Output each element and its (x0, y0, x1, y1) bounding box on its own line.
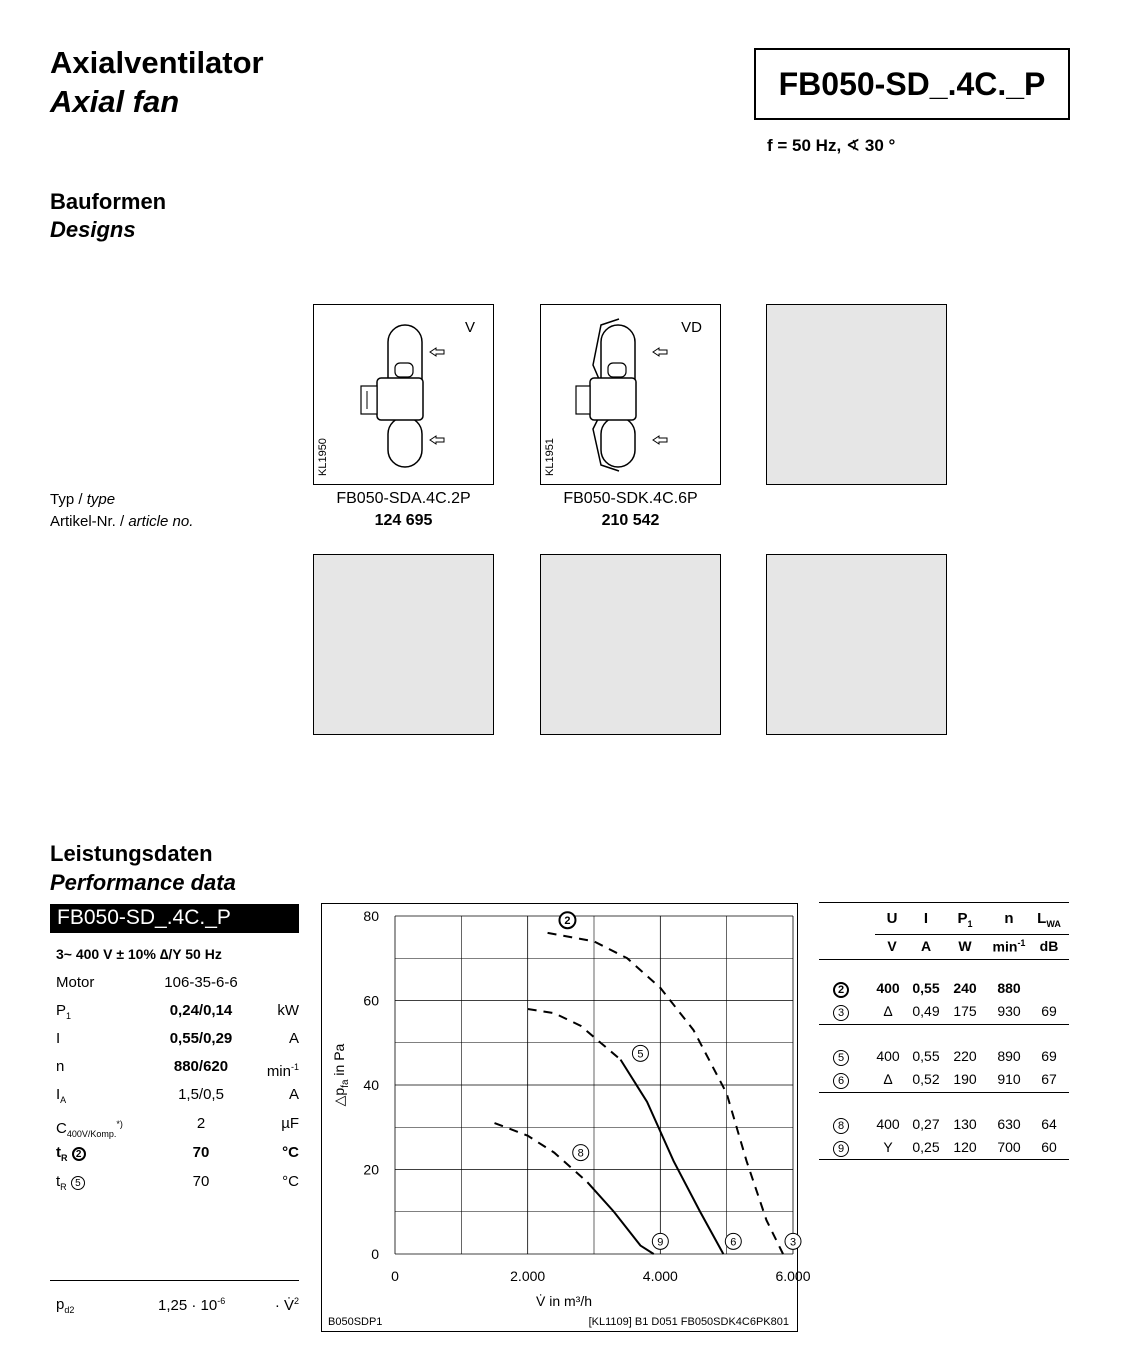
article-label (50, 513, 193, 530)
table-cell: 240 (953, 980, 977, 996)
drawing-code: KL1950 (317, 438, 329, 476)
supply-spec: 3~ 400 V ± 10% ∆/Y 50 Hz (56, 946, 222, 962)
performance-model-bar: FB050-SD_.4C._P (50, 904, 299, 933)
y-tick-label: 20 (363, 1161, 379, 1178)
table-cell: 67 (1041, 1071, 1057, 1087)
table-cell: 930 (997, 1003, 1021, 1019)
table-divider (819, 1092, 1069, 1093)
y-tick-label: 60 (363, 992, 379, 1009)
col-header-lwa: $L_{WA}$ (1037, 910, 1061, 929)
unit-a: A (920, 938, 932, 954)
operating-point-id: 9 (833, 1141, 849, 1157)
chart-svg (322, 904, 811, 1331)
table-cell: 69 (1041, 1048, 1057, 1064)
table-cell: 60 (1041, 1139, 1057, 1155)
title-german: Axialventilator (50, 45, 264, 80)
designs-heading-en: Designs (50, 217, 136, 242)
unit-min: $\min^{-1}$ (992, 938, 1026, 955)
spec-unit: °C (282, 1144, 299, 1161)
spec-key: $C_{400V/Komp.}^{*)}$ (56, 1119, 123, 1139)
table-cell: ∆ (883, 1071, 893, 1087)
spec-value: 0,24/0,14 (169, 1002, 233, 1019)
spec-row-tr2 (56, 1139, 299, 1167)
spec-value: 106-35-6-6 (164, 974, 238, 991)
spec-key: $t_R$ 5 (56, 1168, 85, 1201)
table-cell: 190 (953, 1071, 977, 1087)
article-label-en: article no. (128, 513, 194, 530)
table-cell: 120 (953, 1139, 977, 1155)
divider (50, 1280, 299, 1281)
spec-row-ia (56, 1081, 299, 1109)
table-cell: 0,49 (912, 1003, 940, 1019)
spec-value: 880/620 (173, 1058, 229, 1075)
operating-point-id: 2 (833, 982, 849, 998)
curve-label: 5 (637, 1048, 644, 1061)
unit-v: V (887, 938, 897, 954)
table-cell: 0,55 (912, 980, 940, 996)
chart-footer-right: [KL1109] B1 D051 FB050SDK4C6PK801 (588, 1316, 789, 1328)
table-cell: 64 (1041, 1116, 1057, 1132)
col-header-n: n (1004, 910, 1014, 927)
spec-key: n (56, 1058, 65, 1075)
type-name-vd: FB050-SDK.4C.6P (563, 490, 698, 507)
spec-row-c (56, 1110, 299, 1138)
table-cell: 0,25 (912, 1139, 940, 1155)
spec-row-i (56, 1025, 299, 1053)
table-cell: 400 (876, 1116, 900, 1132)
performance-heading-en: Performance data (50, 870, 236, 895)
model-code: FB050-SD_.4C._P (778, 65, 1046, 102)
table-cell: 890 (997, 1048, 1021, 1064)
spec-unit: $\min^{-1}$ (266, 1062, 299, 1080)
table-cell: 0,52 (912, 1071, 940, 1087)
unit-w: W (958, 938, 972, 954)
spec-row-motor (56, 969, 299, 997)
type-label-en: type (86, 491, 116, 508)
table-cell: 910 (997, 1071, 1021, 1087)
operating-point-id: 8 (833, 1118, 849, 1134)
curve-label: 9 (657, 1236, 664, 1249)
y-tick-label: 40 (363, 1077, 379, 1093)
y-tick-label: 0 (371, 1246, 379, 1262)
spec-key: $t_R$ 2 (56, 1139, 86, 1172)
operating-points-table (819, 900, 1069, 1162)
table-cell: 700 (997, 1139, 1021, 1155)
table-cell: 400 (876, 980, 900, 996)
spec-value: 70 (192, 1173, 210, 1190)
pd-key: $p_{d2}$ (56, 1296, 75, 1315)
col-header-u: U (886, 910, 898, 927)
curve-8-solid (587, 1182, 653, 1254)
design-tag: V (464, 319, 475, 336)
article-no-v: 124 695 (374, 512, 433, 529)
spec-key: $I_A$ (56, 1086, 67, 1105)
table-cell: 0,27 (912, 1116, 940, 1132)
curve-label: 6 (730, 1236, 737, 1249)
design-tag: VD (681, 319, 702, 336)
spec-row-n (56, 1053, 299, 1081)
article-no-vd: 210 542 (601, 512, 660, 529)
spec-unit: °C (282, 1173, 299, 1190)
spec-unit: A (288, 1086, 299, 1103)
spec-value: 70 (192, 1144, 210, 1161)
y-axis-label: $\triangle p_{fa}$ in Pa (331, 1043, 351, 1107)
design-box-empty (766, 304, 947, 485)
performance-chart (321, 903, 811, 1332)
curve-label: 3 (789, 1236, 797, 1249)
designs-heading-de: Bauformen (50, 189, 167, 214)
x-axis-label: V̇ in m³/h (535, 1293, 593, 1309)
col-header-i: I (923, 910, 929, 927)
type-name-v: FB050-SDA.4C.2P (336, 490, 471, 507)
pd-row (56, 1296, 299, 1320)
spec-unit: kW (277, 1002, 299, 1019)
operating-point-id: 5 (833, 1050, 849, 1066)
performance-heading-de: Leistungsdaten (50, 841, 213, 866)
spec-value: 0,55/0,29 (169, 1030, 233, 1047)
spec-key: I (56, 1030, 61, 1047)
table-cell: 400 (876, 1048, 900, 1064)
table-divider (819, 1024, 1069, 1025)
model-box (754, 48, 1070, 120)
curve-label: 8 (577, 1147, 584, 1160)
spec-row-p1 (56, 997, 299, 1025)
fan-drawing-vd (541, 305, 722, 486)
design-box-vd (540, 304, 721, 485)
table-cell: 175 (953, 1003, 977, 1019)
x-tick-label: 0 (391, 1268, 399, 1284)
operating-point-id: 3 (833, 1005, 849, 1021)
table-divider (819, 1159, 1069, 1160)
pd-value: $1,25 \cdot 10^{-6}$ (158, 1296, 226, 1314)
article-label-de: Artikel-Nr. / (50, 513, 129, 530)
design-box-empty (766, 554, 947, 735)
curve-5-dashed (528, 1009, 621, 1060)
title-english: Axial fan (50, 84, 180, 119)
spec-key: $P_1$ (56, 1002, 72, 1021)
fan-drawing-v (314, 305, 495, 486)
table-cell: 630 (997, 1116, 1021, 1132)
frequency-note: f = 50 Hz, ∢ 30 ° (767, 136, 896, 155)
unit-db: dB (1039, 938, 1059, 954)
curve-5-solid (621, 1060, 724, 1254)
table-cell: 130 (953, 1116, 977, 1132)
col-header-p1: $P_1$ (957, 910, 973, 929)
drawing-code: KL1951 (544, 438, 556, 476)
operating-point-id: 6 (833, 1073, 849, 1089)
x-tick-label: 6.000 (775, 1268, 811, 1284)
spec-unit: µF (281, 1115, 299, 1132)
table-cell: ∆ (883, 1003, 893, 1019)
x-tick-label: 4.000 (642, 1268, 678, 1284)
spec-value: 2 (196, 1115, 206, 1132)
y-tick-label: 80 (363, 908, 379, 924)
curve-label: 2 (564, 915, 571, 928)
type-label (50, 491, 115, 508)
design-box-empty (313, 554, 494, 735)
spec-unit: A (288, 1030, 299, 1047)
table-cell: 0,55 (912, 1048, 940, 1064)
table-cell: 880 (997, 980, 1021, 996)
table-cell: 220 (953, 1048, 977, 1064)
curve-2 (548, 933, 783, 1254)
design-box-v (313, 304, 494, 485)
chart-footer-left: B050SDP1 (328, 1316, 383, 1328)
spec-key: Motor (56, 974, 95, 991)
pd-unit: · V̇$^2$ (274, 1296, 299, 1314)
type-label-de: Typ / (50, 491, 87, 508)
design-box-empty (540, 554, 721, 735)
spec-value: 1,5/0,5 (178, 1086, 224, 1103)
table-cell: 69 (1041, 1003, 1057, 1019)
table-cell: Y (883, 1139, 893, 1155)
x-tick-label: 2.000 (510, 1268, 546, 1284)
spec-row-tr5 (56, 1168, 299, 1196)
